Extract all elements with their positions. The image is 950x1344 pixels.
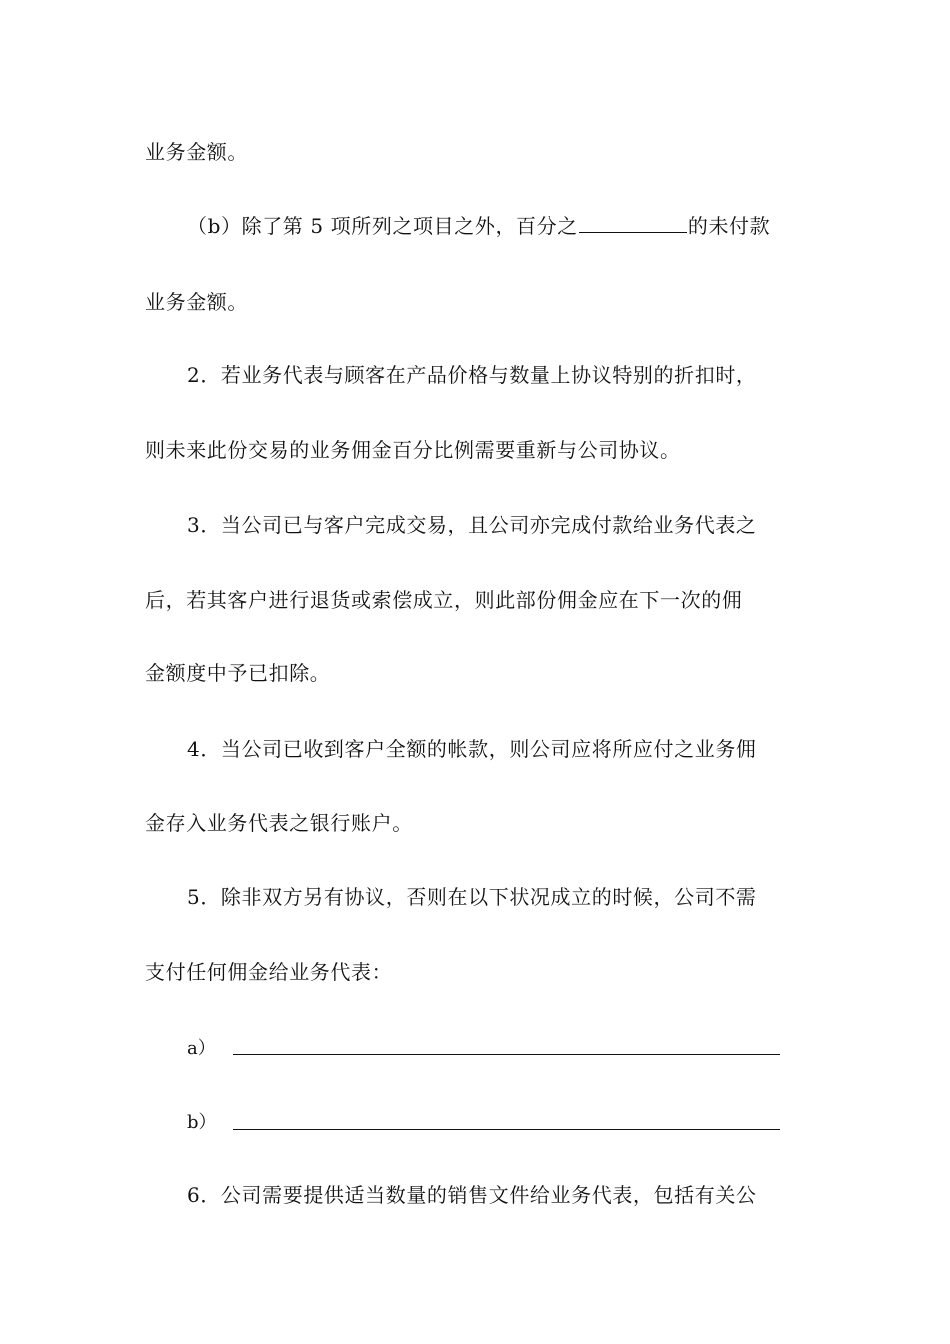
text-line: 2．若业务代表与顾客在产品价格与数量上协议特别的折扣时，: [187, 363, 757, 387]
text-line-with-blank: [187, 213, 770, 239]
text-line: 5．除非双方另有协议，否则在以下状况成立的时候，公司不需: [187, 885, 757, 909]
text-line: 业务金额。: [145, 290, 248, 314]
item-a-blank-line[interactable]: [233, 1054, 780, 1055]
text-line: 后，若其客户进行退货或索偿成立，则此部份佣金应在下一次的佣: [145, 588, 743, 612]
text-line: 支付任何佣金给业务代表：: [145, 960, 393, 984]
text-line: 业务金额。: [145, 140, 248, 164]
item-b-label: b）: [187, 1112, 217, 1133]
percentage-blank[interactable]: [579, 214, 687, 233]
item-b-blank-line[interactable]: [233, 1129, 780, 1130]
item-a-label: a）: [187, 1038, 216, 1059]
text-line: 4．当公司已收到客户全额的帐款，则公司应将所应付之业务佣: [187, 737, 757, 761]
text-line: 则未来此份交易的业务佣金百分比例需要重新与公司协议。: [145, 438, 681, 462]
text-segment: （b）除了第 5 项所列之项目之外，百分之: [187, 214, 578, 238]
text-line: 金存入业务代表之银行账户。: [145, 811, 413, 835]
text-line: 金额度中予已扣除。: [145, 661, 331, 685]
text-line: 3．当公司已与客户完成交易，且公司亦完成付款给业务代表之: [187, 513, 757, 537]
text-line: 6．公司需要提供适当数量的销售文件给业务代表，包括有关公: [187, 1183, 757, 1207]
text-segment: 的未付款: [687, 214, 771, 238]
